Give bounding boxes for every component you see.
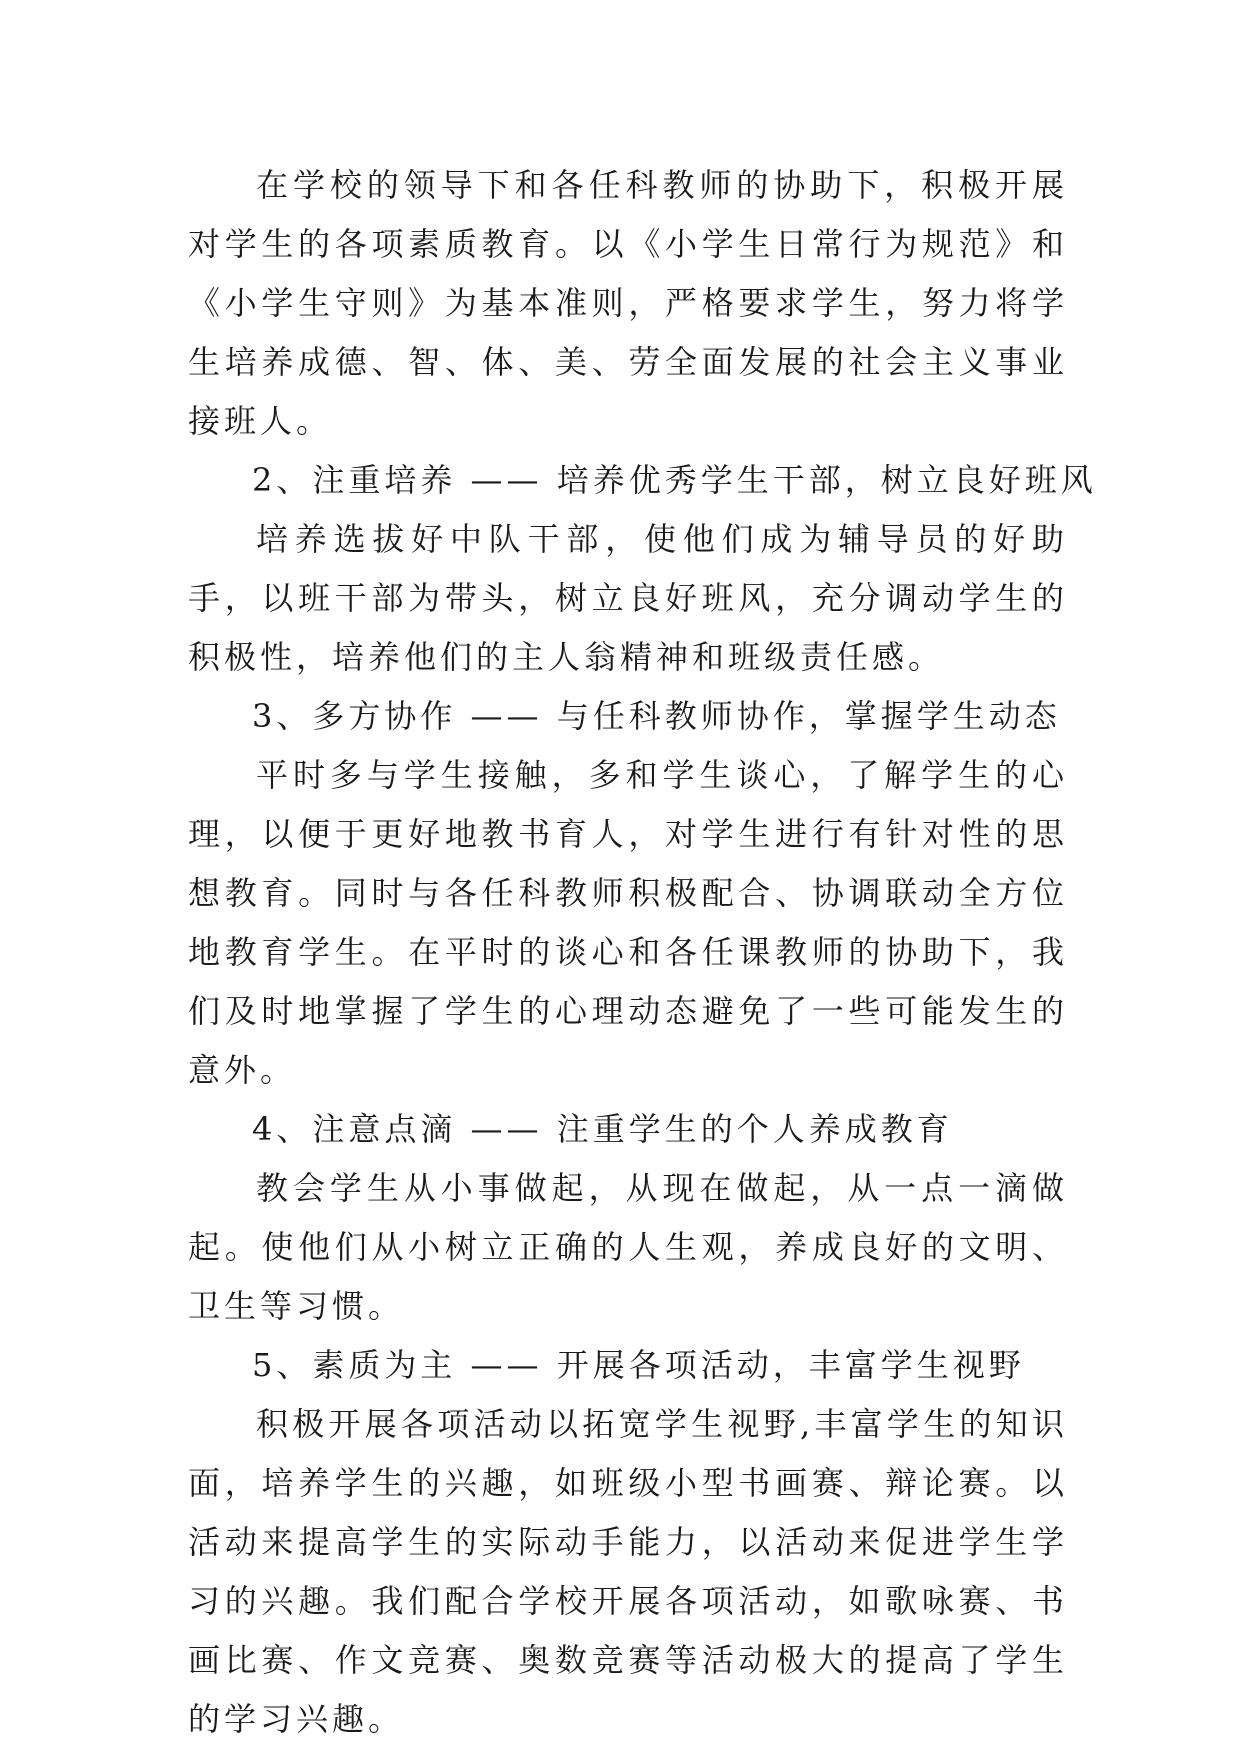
paragraph-section-5: 积极开展各项活动以拓宽学生视野,丰富学生的知识面，培养学生的兴趣，如班级小型书画赛、辩论赛。以活动来提高学生的实际动手能力，以活动来促进学生学习的兴趣。我们配合学校开展各项活动，如歌咏赛、书画比赛、作文竞赛、奥数竞赛等活动极大的提高了学生的学习兴趣。 [188,1405,1068,1738]
document-body [188,156,1097,1749]
section-heading-4: 4、注意点滴 —— 注重学生的个人养成教育 [252,1110,953,1148]
paragraph-section-2: 培养选拔好中队干部，使他们成为辅导员的好助手，以班干部为带头，树立良好班风，充分调动学生的积极性，培养他们的主人翁精神和班级责任感。 [188,520,1068,676]
section-heading-3: 3、多方协作 —— 与任科教师协作，掌握学生动态 [252,697,1061,735]
paragraph-section-3: 平时多与学生接触，多和学生谈心，了解学生的心理，以便于更好地教书育人，对学生进行有针对性的思想教育。同时与各任科教师积极配合、协调联动全方位地教育学生。在平时的谈心和各任课教师的协助下，我们及时地掌握了学生的心理动态避免了一些可能发生的意外。 [188,756,1068,1089]
paragraph-section-4: 教会学生从小事做起，从现在做起，从一点一滴做起。使他们从小树立正确的人生观，养成良好的文明、卫生等习惯。 [188,1169,1068,1325]
section-heading-2: 2、注重培养 —— 培养优秀学生干部，树立良好班风 [252,461,1097,499]
section-heading-5: 5、素质为主 —— 开展各项活动，丰富学生视野 [252,1346,1025,1384]
paragraph-intro: 在学校的领导下和各任科教师的协助下，积极开展对学生的各项素质教育。以《小学生日常行为规范》和《小学生守则》为基本准则，严格要求学生，努力将学生培养成德、智、体、美、劳全面发展的社会主义事业接班人。 [188,166,1068,440]
